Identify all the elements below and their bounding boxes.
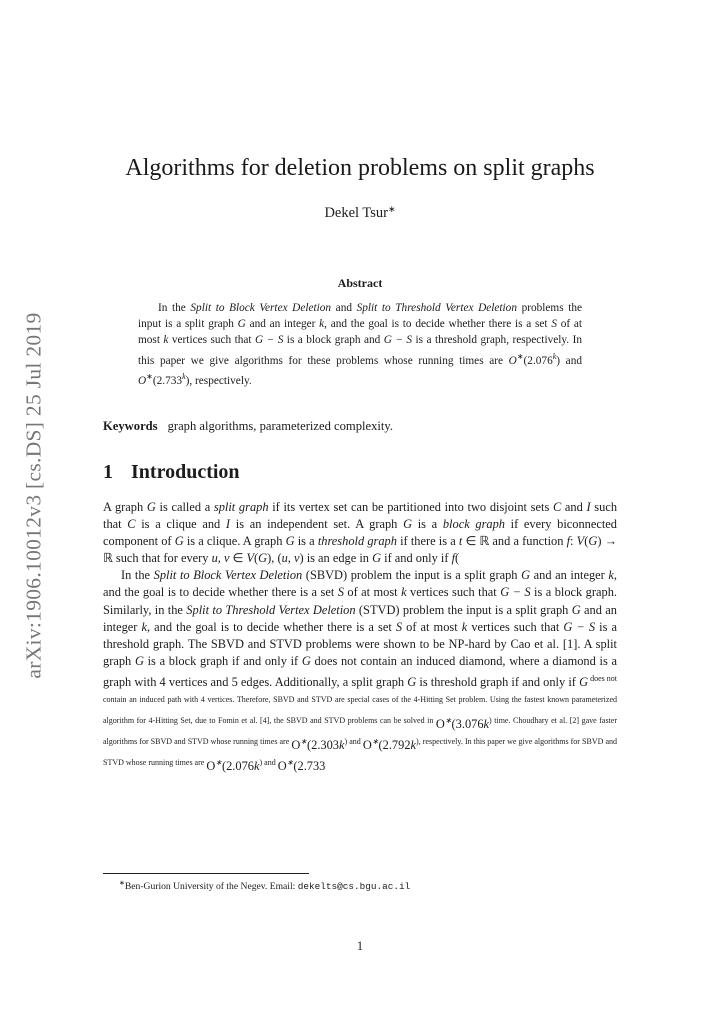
author-name: Dekel Tsur — [324, 205, 388, 221]
footnote-mark: ∗ — [119, 879, 125, 887]
keywords-label: Keywords — [103, 419, 158, 433]
section-title: Introduction — [131, 461, 240, 483]
author-footnote-mark: ∗ — [388, 204, 396, 214]
paragraph-definitions: A graph G is called a split graph if its vertex set can be partitioned into two disjoint sets C and I such that C is a clique and I is an independent set. A graph G is a block graph if every biconnected component of G is a clique. A graph G is a threshold graph if there is a t ∈ ℝ and a function f: V(G) → ℝ such that for every u, v ∈ V(G), (u, v) is an edge in G if and only if f( — [103, 500, 618, 566]
paper-title: Algorithms for deletion problems on split graphs — [125, 155, 595, 181]
keywords-line — [103, 419, 623, 434]
abstract-text: In the Split to Block Vertex Deletion and Split to Threshold Vertex Deletion problems the input is a split graph G and an integer k, and the goal is to decide whether there is a set S of at most k vertices such that G − S is a block graph and G − S is a threshold graph, respectively. In this paper we give algorithms for these problems whose running times are O∗(2.076$^k$) and O∗(2.733$^k$), respectively. — [138, 302, 583, 387]
section-body — [103, 499, 617, 775]
section-heading — [103, 461, 240, 484]
author-line — [80, 204, 640, 222]
page-number: 1 — [356, 939, 364, 953]
footnote-email[interactable]: dekelts@cs.bgu.ac.il — [297, 881, 411, 892]
keywords-text: graph algorithms, parameterized complexity. — [167, 419, 394, 433]
abstract-heading: Abstract — [337, 276, 383, 290]
footnote — [103, 879, 623, 892]
section-number: 1 — [103, 461, 113, 483]
paragraph-problems: In the Split to Block Vertex Deletion (SBVD) problem the input is a split graph G and an integer k, and the goal is to decide whether there is a set S of at most k vertices such that G − S is a block graph. Similarly, in the Split to Threshold Vertex Deletion (STVD) problem the input is a split graph G and an integer k, and the goal is to decide whether there is a set S of at most k vertices such that G − S is a threshold graph. The SBVD and STVD problems were shown to be NP-hard by Cao et al. [1]. A split graph G is a block graph if and only if G does not contain an induced diamond, where a diamond is a graph with 4 vertices and 5 edges. Additionally, a split graph G is threshold graph if and only if G $^{does not contain an induced path with 4 vertices. Therefore, SBVD and STVD are special cases of the 4-Hitting Set problem. Using the fastest known parameterized algorithm for 4-Hitting Set, due to Fomin et al. [4], the SBVD and STVD problems can be solved in}$ $O^∗(3.076k^{) time. Choudhary et al. [2] gave faster algorithms for SBVD and STVD whose running times are}$ $O^∗(2.303k^{) and}$ $O^∗(2.792k^{), respectively. In this paper we give algorithms for SBVD and STVD whose running times are}$ $O^∗(2.076k^{) and}$ O∗(2.733 — [103, 568, 618, 774]
arxiv-id: arXiv:1906.10012v3 [cs.DS] 25 Jul 2019 — [21, 311, 46, 679]
footnote-rule — [103, 873, 309, 874]
arxiv-sidebar-stamp — [18, 300, 50, 690]
footnote-text: Ben-Gurion University of the Negev. Email: — [124, 881, 298, 892]
